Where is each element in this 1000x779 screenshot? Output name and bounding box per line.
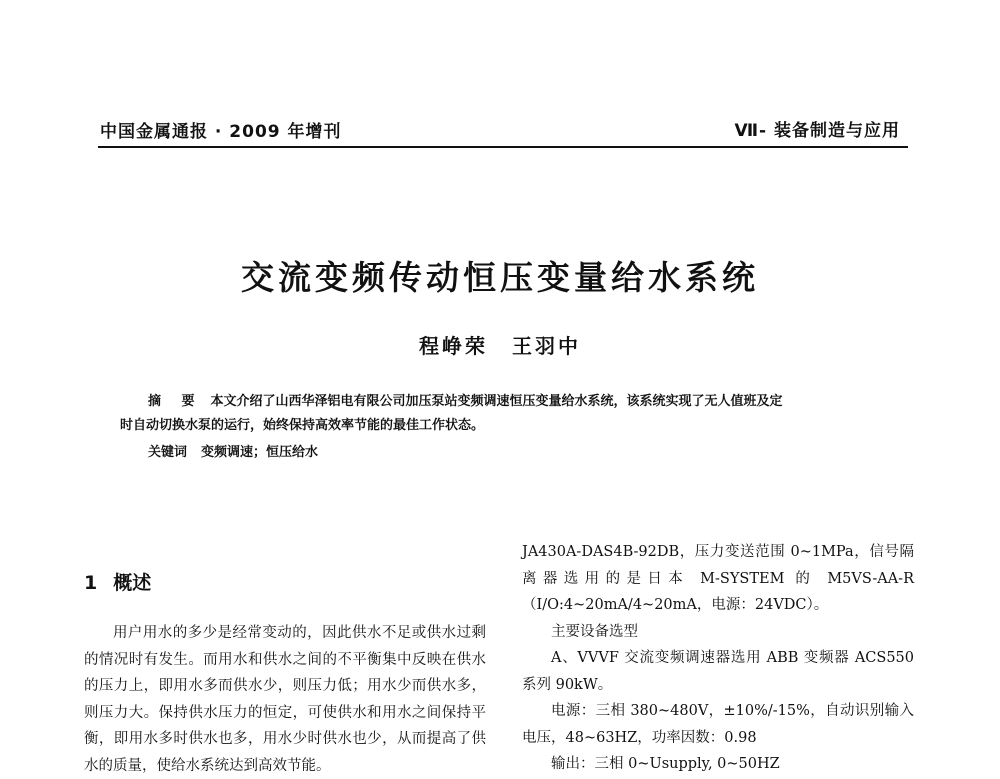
- section-number: 1: [84, 572, 98, 594]
- body-paragraph: 电源：三相 380~480V，±10%/-15%，自动识别输入电压，48~63HZ，功率因数：0.98: [522, 703, 914, 746]
- left-column: [84, 620, 486, 779]
- author-1: 程峥荣: [419, 334, 488, 358]
- section-title: 概述: [113, 572, 152, 594]
- section-header: Ⅶ- 装备制造与应用: [734, 121, 900, 141]
- body-paragraph: 输出：三相 0~Usupply, 0~50HZ: [551, 756, 780, 772]
- abstract-text-line2: 时自动切换水泵的运行，始终保持高效率节能的最佳工作状态。: [120, 418, 485, 433]
- keywords-label: 关键词: [148, 445, 188, 460]
- section-heading: [84, 568, 151, 595]
- authors: [0, 330, 1000, 359]
- right-column: [522, 539, 914, 778]
- keywords-text: 变频调速；恒压给水: [201, 445, 319, 460]
- journal-header: 中国金属通报 · 2009 年增刊: [100, 122, 342, 142]
- body-paragraph: 用户用水的多少是经常变动的，因此供水不足或供水过剩的情况时有发生。而用水和供水之间的不平衡集中反映在供水的压力上，即用水多而供水少，则压力低；用水少而供水多，则压力大。保持供水压力的恒定，可使供水和用水之间保持平衡，即用水多时供水也多，用水少时供水也少，从而提高了供水的质量，使给水系统达到高效节能。: [84, 625, 486, 774]
- header-rule: [98, 146, 908, 148]
- abstract-label: 摘 要: [148, 394, 203, 409]
- keywords: [148, 440, 318, 465]
- abstract: [148, 389, 908, 414]
- author-2: 王羽中: [512, 334, 581, 358]
- body-paragraph: JA430A-DAS4B-92DB，压力变送范围 0~1MPa，信号隔离器选用的是日本 M-SYSTEM 的 M5VS-AA-R（I/O:4~20mA/4~20mA，电源：24VDC）。: [522, 544, 914, 613]
- body-paragraph: A、VVVF 交流变频调速器选用 ABB 变频器 ACS550 系列 90kW。: [522, 650, 914, 693]
- body-paragraph: 主要设备选型: [551, 623, 638, 640]
- article-title: 交流变频传动恒压变量给水系统: [241, 258, 759, 297]
- abstract-text-line1: 本文介绍了山西华泽铝电有限公司加压泵站变频调速恒压变量给水系统，该系统实现了无人值班及定: [210, 394, 783, 409]
